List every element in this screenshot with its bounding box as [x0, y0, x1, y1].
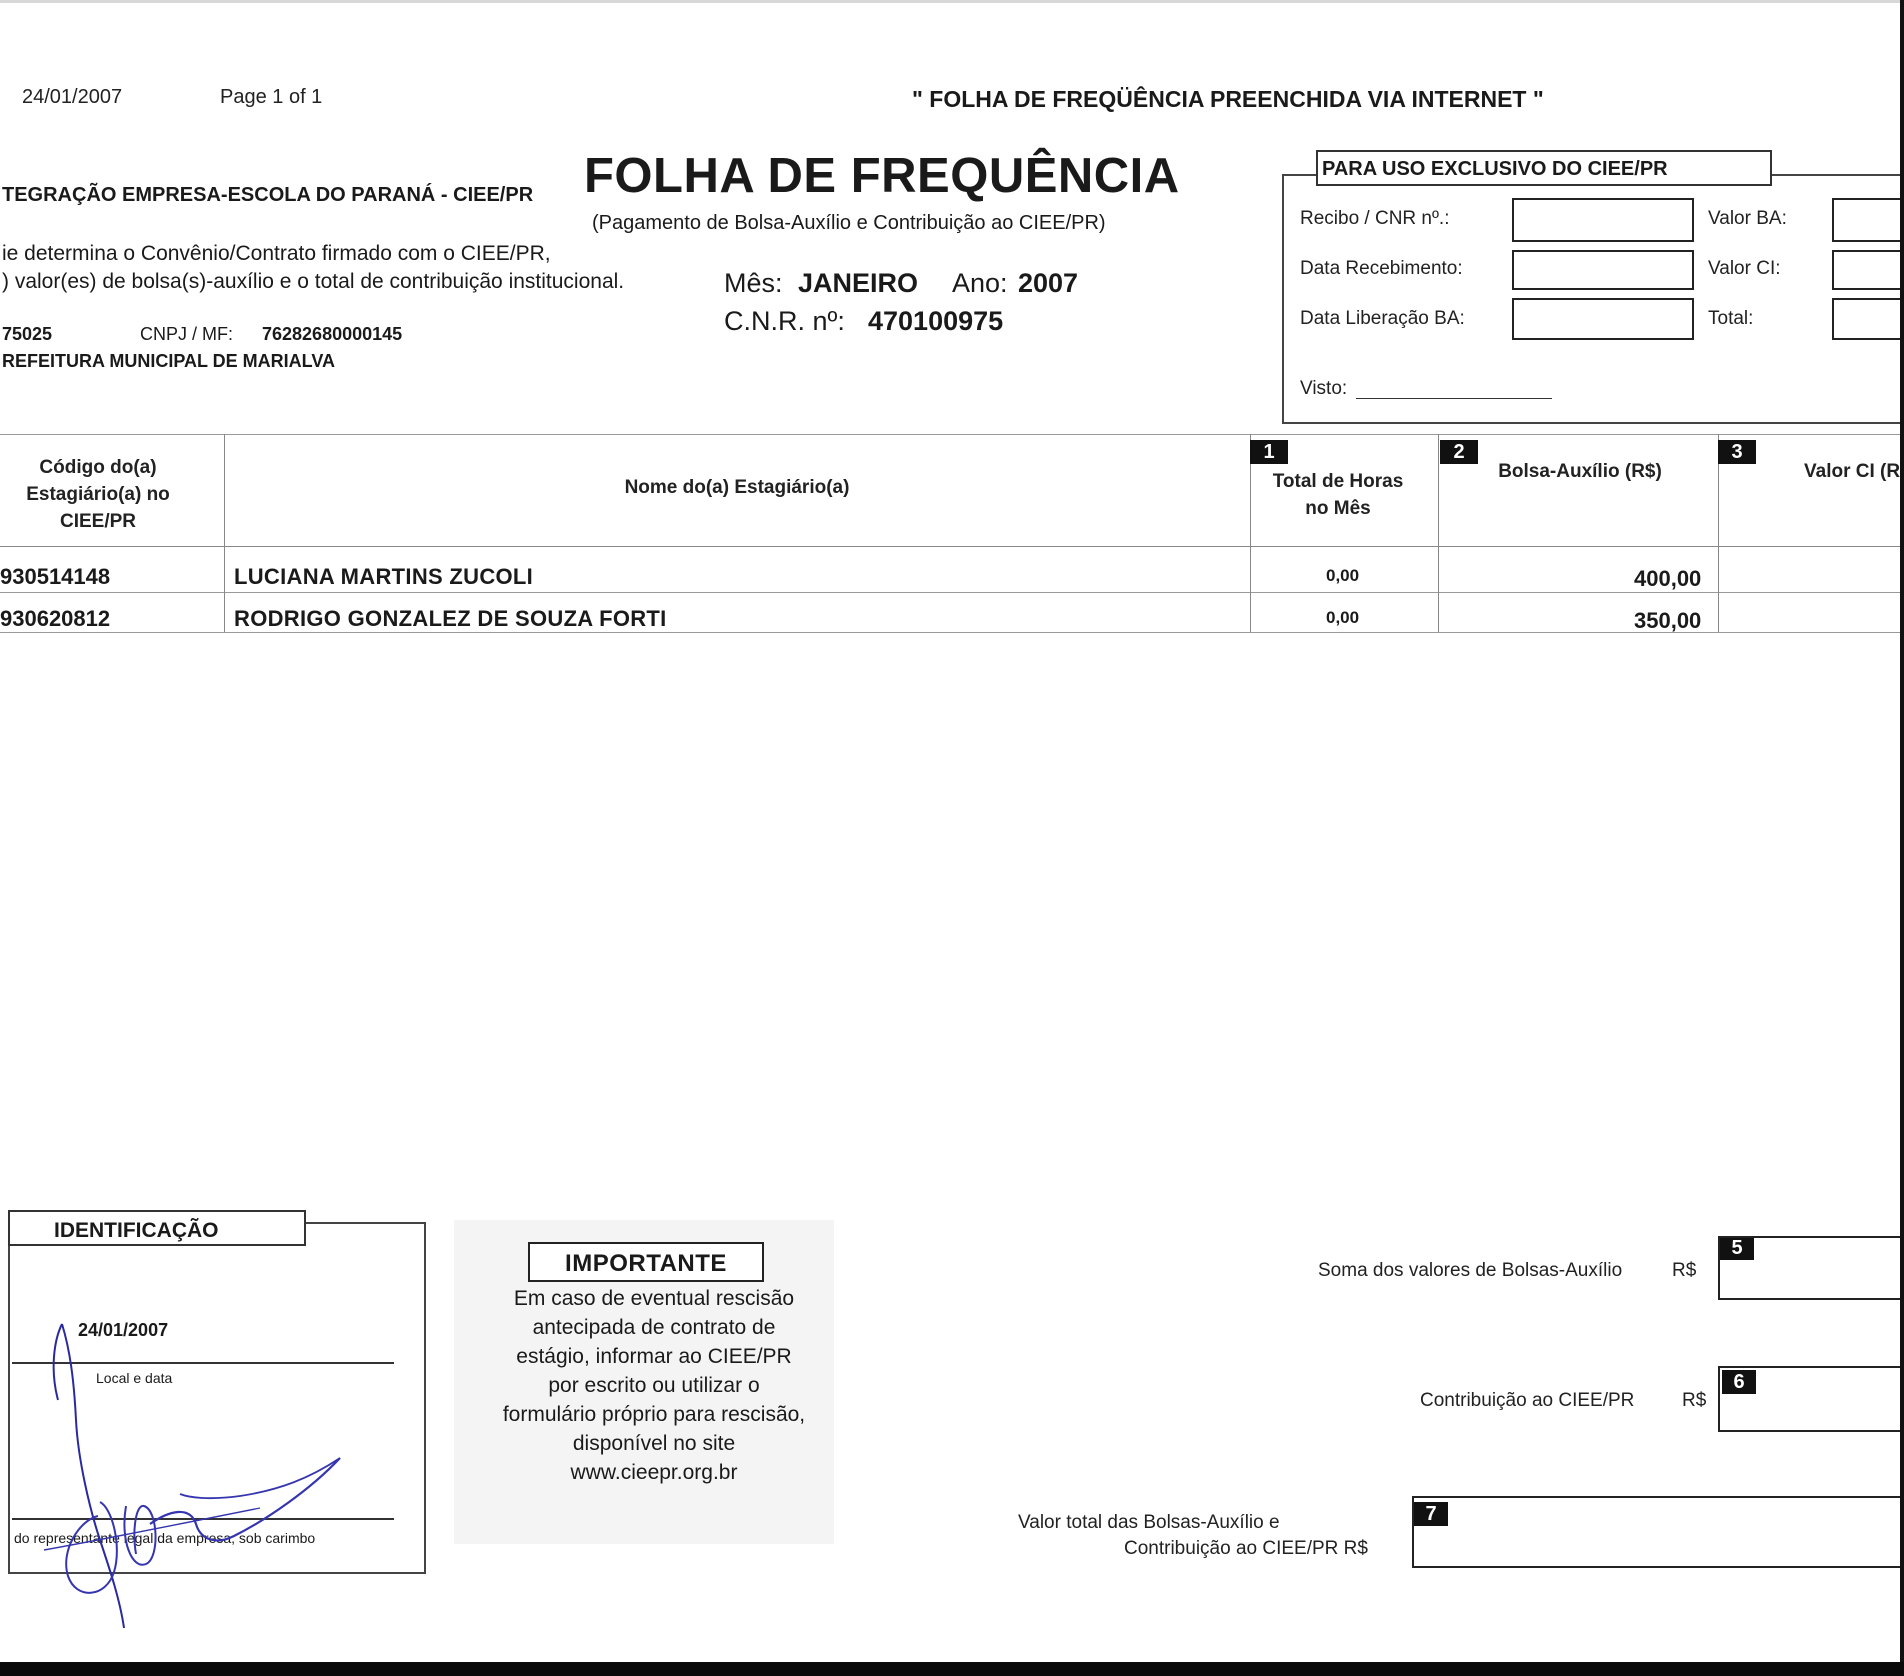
table-header-bottom-border: [0, 546, 1904, 547]
data-liberacao-label: Data Liberação BA:: [1300, 308, 1465, 329]
field-badge-7: 7: [1414, 1502, 1448, 1526]
company-name: REFEITURA MUNICIPAL DE MARIALVA: [2, 351, 335, 371]
row-bolsa: 350,00: [1634, 608, 1702, 633]
total-field[interactable]: [1832, 298, 1904, 340]
importante-line: antecipada de contrato de: [532, 1316, 776, 1339]
scan-top-edge: [0, 0, 1904, 3]
valor-total-field[interactable]: [1412, 1496, 1904, 1568]
local-data-caption: Local e data: [96, 1370, 173, 1386]
internet-banner: " FOLHA DE FREQÜÊNCIA PREENCHIDA VIA INTERNET ": [912, 86, 1544, 112]
col-divider-hours: [1438, 434, 1439, 632]
recibo-field[interactable]: [1512, 198, 1694, 242]
row-name: RODRIGO GONZALEZ DE SOUZA FORTI: [234, 606, 667, 631]
importante-line: por escrito ou utilizar o: [548, 1374, 760, 1397]
col-header-ci: Valor CI (R: [1804, 461, 1901, 482]
valor-ba-label: Valor BA:: [1708, 208, 1787, 229]
column-badge-2: 2: [1440, 440, 1478, 464]
contribuicao-field[interactable]: [1718, 1366, 1904, 1432]
agreement-text-2: ) valor(es) de bolsa(s)-auxílio e o total de contribuição institucional.: [2, 270, 625, 293]
contribuicao-currency: R$: [1682, 1390, 1707, 1411]
company-code: 75025: [2, 324, 53, 344]
table-bottom-border: [0, 632, 1904, 633]
importante-text: [454, 1284, 854, 1487]
cnr-value: 470100975: [868, 306, 1004, 336]
row-hours: 0,00: [1326, 608, 1360, 627]
row-code: 930514148: [0, 564, 111, 589]
valor-ba-field[interactable]: [1832, 198, 1904, 242]
col-header-hours: [1250, 468, 1426, 522]
valor-ci-label: Valor CI:: [1708, 258, 1781, 279]
organization-name: TEGRAÇÃO EMPRESA-ESCOLA DO PARANÁ - CIEE/PR: [2, 184, 534, 206]
contribuicao-label: Contribuição ao CIEE/PR: [1420, 1390, 1635, 1411]
row-code: 930620812: [0, 606, 111, 631]
row-name: LUCIANA MARTINS ZUCOLI: [234, 564, 534, 589]
column-badge-1: 1: [1250, 440, 1288, 464]
soma-currency: R$: [1672, 1260, 1697, 1281]
soma-bolsas-field[interactable]: [1718, 1236, 1904, 1300]
document-title: FOLHA DE FREQUÊNCIA: [584, 149, 1180, 203]
col-header-bolsa: Bolsa-Auxílio (R$): [1498, 461, 1662, 482]
exclusive-use-title: PARA USO EXCLUSIVO DO CIEE/PR: [1316, 150, 1772, 186]
cnr-label: C.N.R. nº:: [724, 306, 845, 336]
data-liberacao-field[interactable]: [1512, 298, 1694, 340]
col-header-hours-line: Total de Horas: [1272, 471, 1404, 492]
valor-ci-field[interactable]: [1832, 250, 1904, 290]
valor-total-label-2: Contribuição ao CIEE/PR R$: [1124, 1538, 1368, 1559]
cnpj-label: CNPJ / MF:: [140, 324, 233, 344]
identificacao-title: IDENTIFICAÇÃO: [8, 1210, 306, 1246]
importante-line: disponível no site: [572, 1432, 736, 1455]
year-label: Ano:: [952, 268, 1008, 298]
year-value: 2007: [1018, 268, 1079, 298]
valor-total-label-1: Valor total das Bolsas-Auxílio e: [1018, 1512, 1280, 1533]
col-header-code-line: Código do(a): [39, 457, 157, 478]
agreement-text-1: ie determina o Convênio/Contrato firmado com o CIEE/PR,: [2, 242, 551, 265]
col-header-code-line: Estagiário(a) no: [26, 484, 170, 505]
month-label: Mês:: [724, 268, 783, 298]
col-header-code-line: CIEE/PR: [59, 511, 137, 532]
month-value: JANEIRO: [798, 268, 919, 298]
importante-title: IMPORTANTE: [528, 1242, 764, 1282]
field-badge-6: 6: [1722, 1370, 1756, 1394]
importante-line: estágio, informar ao CIEE/PR: [516, 1345, 792, 1368]
print-date: 24/01/2007: [22, 86, 123, 108]
row-divider: [0, 592, 1904, 593]
identificacao-date: 24/01/2007: [78, 1320, 169, 1340]
data-recebimento-label: Data Recebimento:: [1300, 258, 1463, 279]
visto-label: Visto:: [1300, 378, 1348, 399]
column-badge-3: 3: [1718, 440, 1756, 464]
col-divider-code: [224, 434, 225, 632]
row-bolsa: 400,00: [1634, 566, 1702, 591]
table-top-border: [0, 434, 1904, 435]
field-badge-5: 5: [1720, 1236, 1754, 1260]
col-header-name: Nome do(a) Estagiário(a): [624, 477, 850, 498]
soma-bolsas-label: Soma dos valores de Bolsas-Auxílio: [1318, 1260, 1623, 1281]
col-header-code: [0, 454, 196, 535]
representative-caption: do representante legal da empresa, sob carimbo: [14, 1530, 316, 1546]
data-recebimento-field[interactable]: [1512, 250, 1694, 290]
total-label: Total:: [1708, 308, 1754, 329]
recibo-label: Recibo / CNR nº.:: [1300, 208, 1450, 229]
visto-signature-line: [1356, 398, 1552, 399]
scan-right-edge: [1900, 0, 1904, 1676]
page-number: Page 1 of 1: [220, 86, 323, 108]
scan-bottom-edge: [0, 1662, 1904, 1676]
importante-line: formulário próprio para rescisão,: [502, 1403, 806, 1426]
importante-line: Em caso de eventual rescisão: [513, 1287, 795, 1310]
cnpj-value: 76282680000145: [262, 324, 403, 344]
handwritten-signature: [40, 1310, 360, 1630]
importante-line: www.cieepr.org.br: [570, 1461, 738, 1484]
document-subtitle: (Pagamento de Bolsa-Auxílio e Contribuição ao CIEE/PR): [592, 212, 1106, 234]
col-header-hours-line: no Mês: [1305, 498, 1371, 519]
row-hours: 0,00: [1326, 566, 1360, 585]
